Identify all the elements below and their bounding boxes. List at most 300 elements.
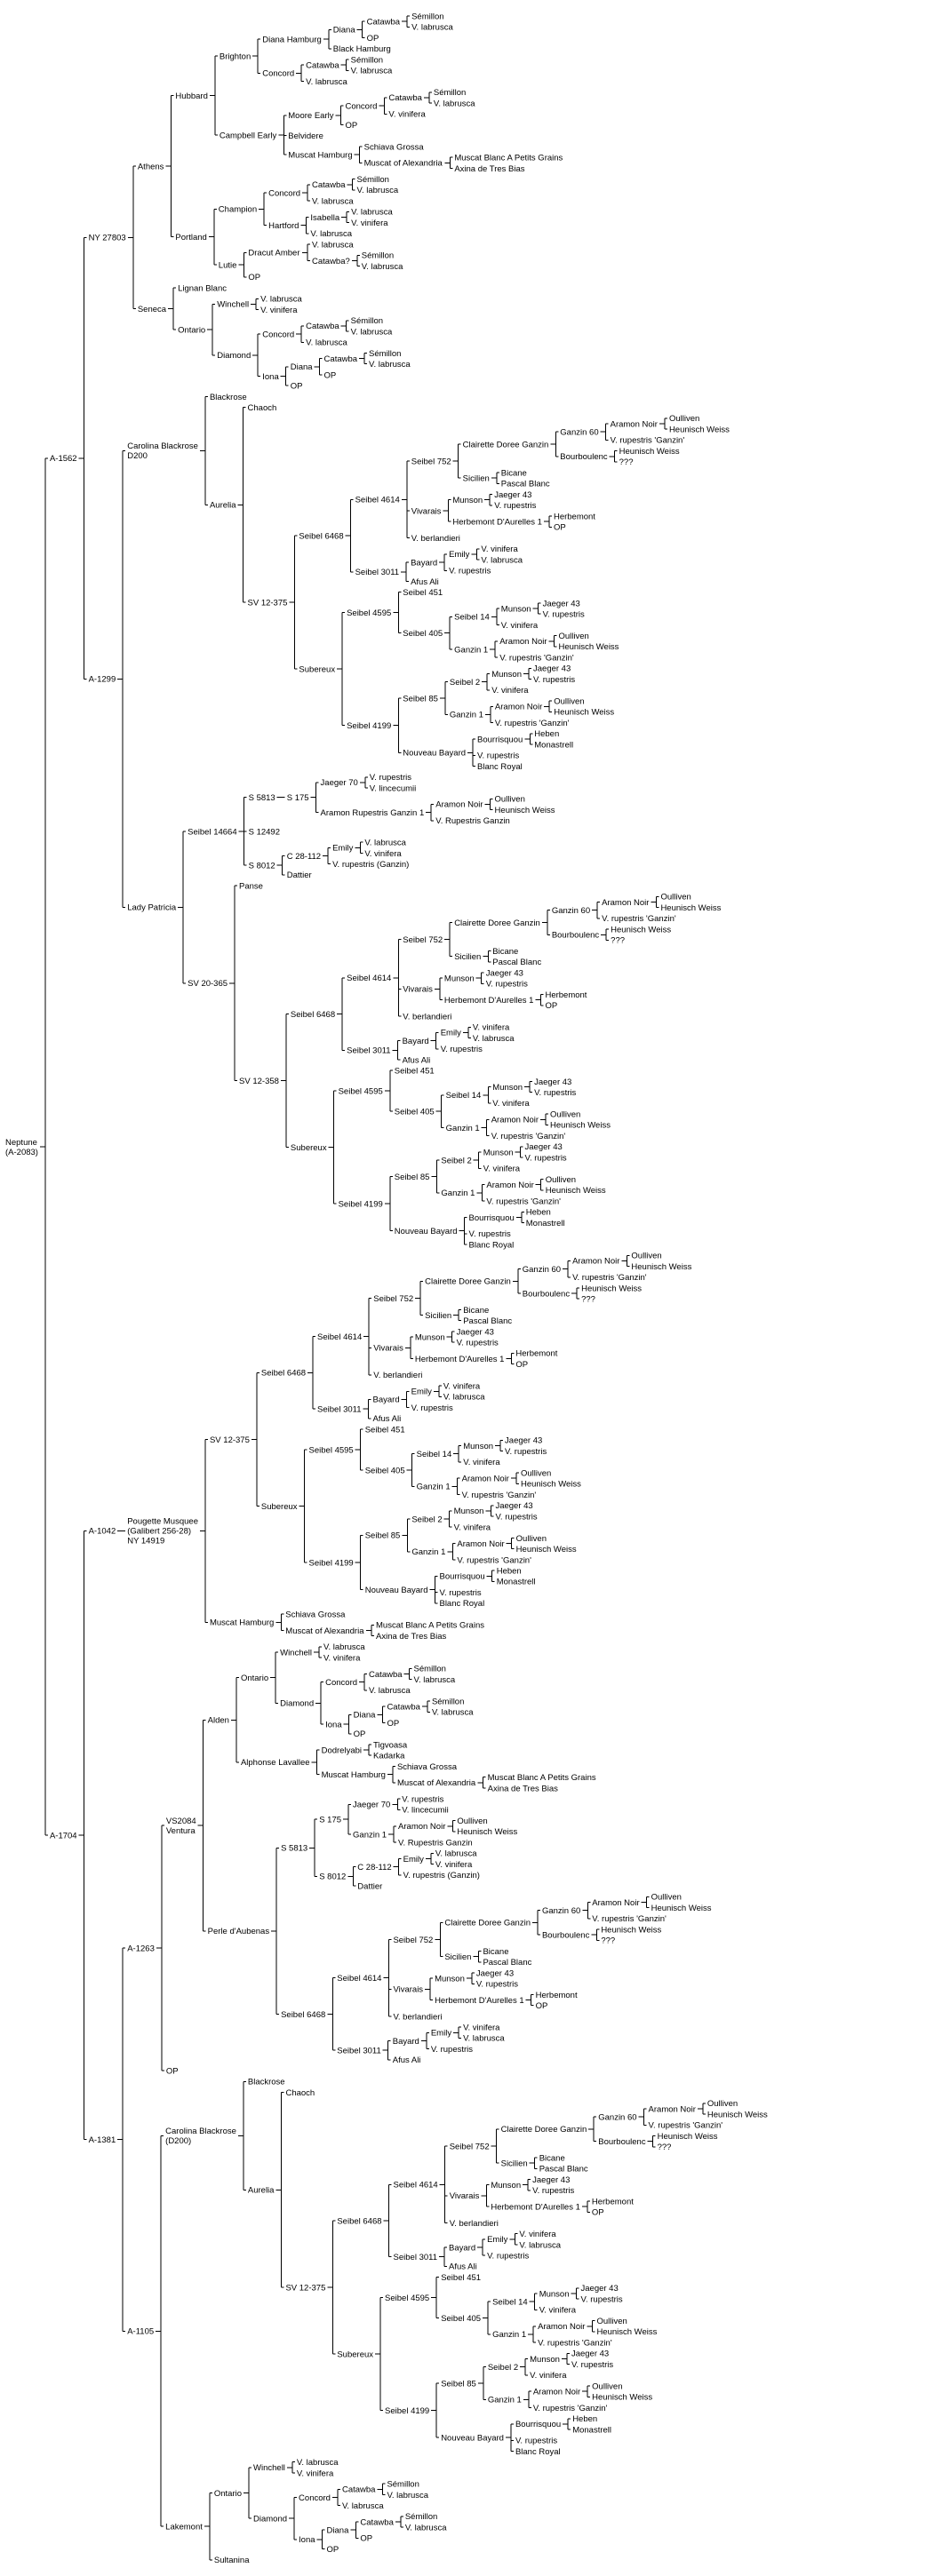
node-v-labrusca: V. labrusca — [306, 338, 347, 348]
node-v-rupestris: V. rupestris — [532, 2186, 575, 2197]
node-v-rupestris: V. rupestris — [487, 2251, 530, 2262]
node-seibel-4199: Seibel 4199 — [308, 1558, 354, 1569]
node-afus-ali: Afus Ali — [402, 1055, 431, 1066]
node-seibel-752: Seibel 752 — [411, 457, 451, 467]
node-schiava-grossa: Schiava Grossa — [396, 1761, 458, 1772]
node-seibel-752: Seibel 752 — [373, 1293, 414, 1304]
node-perle-d-aubenas: Perle d'Aubenas — [207, 1927, 270, 1937]
node-muscat-hamburg: Muscat Hamburg — [209, 1618, 275, 1628]
node-v-vinifera: V. vinifera — [388, 109, 426, 120]
node-diamond: Diamond — [280, 1698, 315, 1709]
node-seibel-6468: Seibel 6468 — [260, 1368, 307, 1379]
node-winchell: Winchell — [280, 1648, 313, 1658]
node-bayard: Bayard — [411, 558, 438, 568]
node-v-vinifera: V. vinifera — [463, 1458, 500, 1468]
node-emily: Emily — [449, 550, 470, 561]
node-bayard: Bayard — [402, 1036, 429, 1046]
node-v-rupestris: V. rupestris — [542, 609, 585, 620]
node-bourboulenc: Bourboulenc — [560, 452, 608, 463]
node-seibel-405: Seibel 405 — [364, 1466, 405, 1476]
node-blanc-royal: Blanc Royal — [439, 1599, 485, 1610]
node-v-vinifera: V. vinifera — [491, 686, 529, 696]
node-v-rupestris-ganzin: V. rupestris 'Ganzin' — [499, 653, 574, 664]
node-v-labrusca: V. labrusca — [310, 229, 353, 240]
node-seibel-85: Seibel 85 — [394, 1172, 430, 1182]
node-v-berlandieri: V. berlandieri — [393, 2012, 443, 2023]
node-s-millon: Sémillon — [404, 2512, 438, 2523]
node-catawba: Catawba — [341, 2485, 376, 2495]
node-ganzin-1: Ganzin 1 — [449, 710, 483, 720]
node-v-labrusca: V. labrusca — [351, 207, 393, 218]
node-ganzin-1: Ganzin 1 — [353, 1830, 387, 1841]
node-bourboulenc: Bourboulenc — [522, 1289, 571, 1300]
node-s-millon: Sémillon — [413, 1664, 446, 1674]
node-muscat-of-alexandria: Muscat of Alexandria — [285, 1626, 364, 1636]
node-bourrisquou: Bourrisquou — [477, 735, 523, 745]
node-oulliven: Oulliven — [457, 1816, 488, 1826]
node-v-rupestris: V. rupestris — [505, 1446, 547, 1457]
node-sicilien: Sicilien — [444, 1952, 472, 1962]
node-v-labrusca: V. labrusca — [350, 327, 393, 338]
node-v-berlandieri: V. berlandieri — [403, 1012, 452, 1022]
node-op: OP — [360, 2533, 373, 2544]
node-oulliven: Oulliven — [545, 1174, 577, 1185]
node-jaeger-70: Jaeger 70 — [353, 1800, 391, 1810]
node-alphonse-lavallee: Alphonse Lavallee — [240, 1758, 310, 1769]
node-aramon-noir: Aramon Noir — [435, 799, 483, 810]
node-s-5813: S 5813 — [248, 793, 275, 804]
node-: ??? — [611, 935, 626, 946]
node-s-millon: Sémillon — [431, 1697, 465, 1707]
node-heunisch-weiss: Heunisch Weiss — [619, 446, 680, 457]
node-v-labrusca: V. labrusca — [404, 2523, 447, 2533]
node-v-labrusca: V. labrusca — [323, 1642, 365, 1653]
node-nouveau-bayard: Nouveau Bayard — [403, 748, 467, 759]
node-seibel-6468: Seibel 6468 — [299, 531, 344, 542]
node-catawba: Catawba — [366, 17, 401, 28]
node-munson: Munson — [452, 496, 483, 506]
node-muscat-hamburg: Muscat Hamburg — [288, 150, 353, 161]
node-v-rupestris: V. rupestris — [571, 2359, 614, 2370]
node-seibel-4199: Seibel 4199 — [385, 2405, 430, 2416]
node-portland: Portland — [175, 233, 207, 243]
node-muscat-blanc-a-petits-grains: Muscat Blanc A Petits Grains — [376, 1620, 485, 1631]
node-seibel-6468: Seibel 6468 — [290, 1009, 336, 1020]
node-v-vinifera: V. vinifera — [463, 2023, 500, 2033]
node-oulliven: Oulliven — [668, 414, 700, 425]
node-heben: Heben — [572, 2414, 598, 2425]
node-munson: Munson — [463, 1441, 494, 1451]
node-champion: Champion — [218, 204, 258, 215]
node-munson: Munson — [414, 1332, 445, 1343]
node-heunisch-weiss: Heunisch Weiss — [457, 1827, 518, 1838]
node-munson: Munson — [435, 1974, 465, 1984]
node-munson: Munson — [453, 1507, 484, 1517]
node-sv-12-375: SV 12-375 — [209, 1435, 250, 1445]
node-v-labrusca: V. labrusca — [369, 1686, 411, 1697]
node-sv-20-365: SV 20-365 — [188, 979, 228, 990]
node-heunisch-weiss: Heunisch Weiss — [494, 805, 555, 815]
node-seibel-4614: Seibel 4614 — [347, 974, 392, 984]
node-catawba: Catawba — [388, 93, 422, 104]
node-blanc-royal: Blanc Royal — [477, 761, 523, 772]
node-v-vinifera: V. vinifera — [481, 545, 518, 555]
node-sv-12-375: SV 12-375 — [285, 2283, 326, 2294]
node-nouveau-bayard: Nouveau Bayard — [364, 1585, 428, 1595]
node-munson: Munson — [491, 2180, 522, 2190]
node-heunisch-weiss: Heunisch Weiss — [554, 707, 615, 718]
node-v-labrusca: V. labrusca — [361, 261, 403, 272]
node-seibel-85: Seibel 85 — [403, 694, 438, 704]
node-v-vinifera: V. vinifera — [260, 305, 298, 315]
node-heunisch-weiss: Heunisch Weiss — [631, 1261, 692, 1272]
node-heunisch-weiss: Heunisch Weiss — [596, 2327, 658, 2338]
node-lakemont: Lakemont — [165, 2522, 203, 2532]
node-jaeger-43: Jaeger 43 — [485, 968, 523, 979]
node-munson: Munson — [539, 2289, 570, 2300]
node-clairette-doree-ganzin: Clairette Doree Ganzin — [500, 2125, 587, 2135]
node-emily: Emily — [403, 1854, 424, 1864]
node-v-rupestris: V. rupestris — [485, 979, 528, 990]
node-blanc-royal: Blanc Royal — [515, 2446, 561, 2457]
node-aramon-noir: Aramon Noir — [538, 2322, 586, 2333]
node-bicane: Bicane — [500, 468, 527, 479]
node-hartford: Hartford — [268, 221, 299, 232]
node-v-labrusca: V. labrusca — [443, 1392, 485, 1403]
node-v-rupestris: V. rupestris — [439, 1587, 482, 1598]
node-s-5813: S 5813 — [281, 1843, 308, 1854]
node-catawba: Catawba — [306, 322, 339, 332]
node-diamond: Diamond — [217, 351, 251, 362]
node-s-millon: Sémillon — [411, 12, 444, 22]
node-oulliven: Oulliven — [494, 794, 525, 805]
node-lignan-blanc: Lignan Blanc — [178, 283, 228, 294]
node-v-rupestris: V. rupestris — [456, 1338, 499, 1348]
node-op: OP — [248, 273, 261, 283]
node-aurelia: Aurelia — [209, 500, 236, 511]
node-seibel-85: Seibel 85 — [441, 2379, 476, 2389]
node-diamond: Diamond — [253, 2514, 288, 2524]
node-v-vinifera: V. vinifera — [296, 2469, 334, 2479]
node-seibel-4595: Seibel 4595 — [308, 1445, 354, 1456]
node-emily: Emily — [487, 2235, 508, 2246]
node-pascal-blanc: Pascal Blanc — [483, 1958, 532, 1968]
node-v-rupestris-ganzin: V. Rupestris Ganzin — [398, 1838, 473, 1849]
node-oulliven: Oulliven — [550, 1109, 581, 1120]
node-sicilien: Sicilien — [454, 952, 482, 963]
node-catawba: Catawba? — [312, 256, 350, 266]
node-concord: Concord — [325, 1677, 358, 1688]
node-v-rupestris: V. rupestris — [402, 1794, 444, 1805]
node-jaeger-43: Jaeger 43 — [505, 1435, 543, 1446]
node-ganzin-60: Ganzin 60 — [551, 906, 591, 917]
node-monastrell: Monastrell — [496, 1577, 536, 1587]
node-kadarka: Kadarka — [373, 1751, 405, 1761]
node-seibel-4595: Seibel 4595 — [347, 608, 392, 618]
node-v-labrusca: V. labrusca — [312, 196, 354, 207]
node-subereux: Subereux — [290, 1142, 327, 1153]
node-op: OP — [353, 1729, 366, 1740]
node-v-rupestris: V. rupestris — [477, 751, 520, 761]
node-v-berlandieri: V. berlandieri — [411, 533, 460, 544]
node-v-rupestris-ganzin: V. rupestris (Ganzin) — [403, 1871, 480, 1881]
node-v-vinifera: V. vinifera — [435, 1859, 473, 1870]
node-heunisch-weiss: Heunisch Weiss — [660, 902, 722, 913]
node-aramon-noir: Aramon Noir — [461, 1474, 509, 1484]
node-pascal-blanc: Pascal Blanc — [463, 1316, 513, 1327]
node-seibel-4595: Seibel 4595 — [385, 2293, 430, 2303]
node-c-28-112: C 28-112 — [357, 1862, 392, 1872]
node-seibel-451: Seibel 451 — [403, 588, 443, 599]
node-v-labrusca: V. labrusca — [435, 1849, 477, 1859]
node-heben: Heben — [525, 1207, 551, 1218]
node-bourrisquou: Bourrisquou — [439, 1571, 485, 1582]
node-ontario: Ontario — [178, 325, 206, 336]
node-v-rupestris: V. rupestris — [369, 773, 411, 783]
node-s-millon: Sémillon — [350, 316, 384, 327]
node-v-vinifera: V. vinifera — [530, 2371, 567, 2381]
node-v-vinifera: V. vinifera — [453, 1523, 491, 1533]
node-v-rupestris-ganzin: V. rupestris 'Ganzin' — [532, 2403, 608, 2413]
node-clairette-doree-ganzin: Clairette Doree Ganzin — [444, 1918, 531, 1928]
node-chaoch: Chaoch — [247, 402, 277, 413]
node-ganzin-1: Ganzin 1 — [441, 1189, 475, 1199]
node-s-8012: S 8012 — [319, 1872, 347, 1882]
node-seibel-4199: Seibel 4199 — [338, 1199, 383, 1210]
node-heben: Heben — [534, 729, 560, 740]
node-oulliven: Oulliven — [554, 696, 585, 707]
node-herbemont: Herbemont — [545, 990, 587, 1000]
node-hubbard: Hubbard — [175, 91, 208, 101]
node-ganzin-60: Ganzin 60 — [522, 1264, 562, 1275]
node-: ??? — [619, 457, 634, 468]
node-isabella: Isabella — [310, 212, 340, 223]
node-nouveau-bayard: Nouveau Bayard — [441, 2433, 504, 2444]
node-v-rupestris: V. rupestris — [475, 1979, 519, 1990]
node-v-labrusca: V. labrusca — [350, 66, 393, 76]
node-seibel-405: Seibel 405 — [441, 2313, 482, 2324]
node-seibel-4595: Seibel 4595 — [338, 1086, 383, 1097]
node-seibel-4614: Seibel 4614 — [317, 1332, 363, 1342]
node-v-rupestris-ganzin: V. rupestris (Ganzin) — [332, 860, 410, 871]
node-bayard: Bayard — [392, 2036, 419, 2047]
node-munson: Munson — [500, 604, 531, 615]
node-v-rupestris-ganzin: V. rupestris 'Ganzin' — [610, 435, 685, 446]
node-heunisch-weiss: Heunisch Weiss — [558, 642, 619, 653]
node-v-labrusca: V. labrusca — [472, 1033, 515, 1044]
node-op: OP — [366, 33, 379, 44]
node-catawba: Catawba — [369, 1669, 403, 1680]
node-catawba: Catawba — [360, 2517, 394, 2528]
node-v-labrusca: V. labrusca — [433, 99, 475, 109]
node-seibel-6468: Seibel 6468 — [281, 2009, 326, 2020]
node-aramon-noir: Aramon Noir — [648, 2104, 696, 2115]
node-aramon-noir: Aramon Noir — [610, 419, 658, 430]
node-ontario: Ontario — [213, 2488, 243, 2499]
node-emily: Emily — [430, 2028, 452, 2039]
node-heunisch-weiss: Heunisch Weiss — [515, 1545, 577, 1555]
node-afus-ali: Afus Ali — [411, 576, 439, 587]
node-bicane: Bicane — [483, 1946, 509, 1957]
node-pascal-blanc: Pascal Blanc — [539, 2164, 588, 2174]
node-v-labrusca: V. labrusca — [411, 22, 453, 33]
node-seibel-14664: Seibel 14664 — [188, 827, 237, 838]
node-op: OP — [553, 522, 566, 533]
node-bicane: Bicane — [492, 946, 519, 957]
node-vivarais: Vivarais — [393, 1984, 424, 1995]
node-v-rupestris: V. rupestris — [580, 2294, 623, 2305]
node-v-rupestris-ganzin: V. rupestris 'Ganzin' — [486, 1197, 561, 1207]
node-seibel-3011: Seibel 3011 — [317, 1404, 362, 1415]
node-muscat-blanc-a-petits-grains: Muscat Blanc A Petits Grains — [454, 153, 563, 163]
node-seibel-4614: Seibel 4614 — [337, 1974, 382, 1984]
node-op: OP — [323, 370, 337, 381]
node-alden: Alden — [207, 1715, 229, 1726]
node-v-vinifera: V. vinifera — [539, 2305, 577, 2316]
node-v-vinifera: V. vinifera — [323, 1653, 361, 1664]
node-pougette-musquee: Pougette Musquee (Galibert 256-28) NY 14919 — [127, 1516, 198, 1546]
node-blackrose: Blackrose — [247, 2077, 285, 2087]
node-aramon-noir: Aramon Noir — [602, 897, 650, 908]
node-sicilien: Sicilien — [425, 1310, 452, 1321]
node-v-labrusca: V. labrusca — [312, 240, 354, 250]
node-seneca: Seneca — [137, 304, 167, 314]
node-: ??? — [581, 1294, 595, 1305]
node-neptune: Neptune (A-2083) — [5, 1137, 38, 1157]
node-seibel-2: Seibel 2 — [449, 678, 481, 688]
node-diana: Diana — [326, 2525, 349, 2536]
node-oulliven: Oulliven — [651, 1892, 682, 1903]
node-s-millon: Sémillon — [350, 55, 384, 66]
node-munson: Munson — [443, 974, 475, 984]
node-oulliven: Oulliven — [706, 2099, 738, 2110]
node-lutie: Lutie — [218, 260, 237, 271]
node-seibel-752: Seibel 752 — [449, 2142, 490, 2152]
node-heunisch-weiss: Heunisch Weiss — [520, 1479, 581, 1490]
node-seibel-14: Seibel 14 — [492, 2297, 528, 2308]
node-v-lincecumii: V. lincecumii — [402, 1805, 449, 1816]
node-axina-de-tres-bias: Axina de Tres Bias — [487, 1784, 558, 1794]
node-herbemont-d-aurelles-1: Herbemont D'Aurelles 1 — [491, 2202, 580, 2213]
node-tigvoasa: Tigvoasa — [373, 1740, 408, 1751]
node-s-millon: Sémillon — [356, 174, 389, 185]
node-a-1042: A-1042 — [88, 1526, 116, 1537]
node-v-labrusca: V. labrusca — [519, 2240, 561, 2251]
node-seibel-3011: Seibel 3011 — [355, 568, 400, 578]
node-v-rupestris: V. rupestris — [468, 1229, 511, 1240]
node-blackrose: Blackrose — [209, 392, 247, 402]
node-seibel-451: Seibel 451 — [364, 1425, 405, 1435]
node-concord: Concord — [262, 330, 295, 340]
node-v-rupestris: V. rupestris — [495, 1512, 538, 1523]
node-bayard: Bayard — [372, 1395, 400, 1405]
node-sultanina: Sultanina — [213, 2556, 250, 2566]
node-ny-27803: NY 27803 — [88, 233, 126, 243]
node-oulliven: Oulliven — [660, 892, 691, 902]
node-concord: Concord — [345, 101, 378, 112]
node-seibel-752: Seibel 752 — [393, 1935, 434, 1945]
node-v-berlandieri: V. berlandieri — [449, 2218, 499, 2229]
node-diana: Diana — [353, 1710, 376, 1721]
node-oulliven: Oulliven — [631, 1251, 662, 1261]
node-v-labrusca: V. labrusca — [356, 186, 399, 196]
node-oulliven: Oulliven — [515, 1533, 547, 1544]
node-v-labrusca: V. labrusca — [481, 555, 523, 566]
node-s-8012: S 8012 — [248, 861, 275, 871]
node-op: OP — [591, 2207, 604, 2218]
node-a-1381: A-1381 — [88, 2135, 116, 2146]
node-v-rupestris: V. rupestris — [430, 2044, 474, 2055]
node-v-rupestris: V. rupestris — [494, 501, 537, 512]
node-bourrisquou: Bourrisquou — [515, 2420, 562, 2430]
node-sicilien: Sicilien — [500, 2159, 528, 2169]
node-seibel-6468: Seibel 6468 — [337, 2216, 382, 2227]
node-muscat-blanc-a-petits-grains: Muscat Blanc A Petits Grains — [487, 1773, 596, 1784]
node-munson: Munson — [491, 669, 523, 680]
node-blanc-royal: Blanc Royal — [468, 1240, 515, 1251]
node-s-millon: Sémillon — [369, 348, 402, 359]
node-seibel-3011: Seibel 3011 — [337, 2046, 381, 2056]
node-aramon-noir: Aramon Noir — [486, 1181, 534, 1191]
node-iona: Iona — [325, 1720, 342, 1730]
node-diana: Diana — [332, 25, 355, 36]
node-s-175: S 175 — [286, 793, 309, 804]
node-afus-ali: Afus Ali — [449, 2262, 477, 2272]
node-aramon-noir: Aramon Noir — [532, 2387, 581, 2397]
node-bourboulenc: Bourboulenc — [541, 1930, 590, 1941]
node-v-rupestris-ganzin: V. rupestris 'Ganzin' — [648, 2120, 723, 2131]
node-brighton: Brighton — [219, 52, 251, 62]
node-aramon-noir: Aramon Noir — [494, 702, 543, 712]
node-vivarais: Vivarais — [449, 2191, 480, 2202]
node-concord: Concord — [299, 2493, 331, 2503]
node-v-rupestris-ganzin: V. rupestris 'Ganzin' — [494, 718, 570, 728]
node-v-vinifera: V. vinifera — [472, 1022, 510, 1033]
node-ganzin-1: Ganzin 1 — [487, 2395, 522, 2405]
node-catawba: Catawba — [323, 354, 358, 364]
node-oulliven: Oulliven — [596, 2316, 627, 2326]
node-v-labrusca: V. labrusca — [369, 360, 411, 370]
node-dracut-amber: Dracut Amber — [248, 248, 300, 258]
node-v-rupestris-ganzin: V. rupestris 'Ganzin' — [572, 1273, 647, 1284]
node-sv-12-358: SV 12-358 — [239, 1076, 279, 1086]
node-emily: Emily — [332, 843, 354, 854]
node-sv-12-375: SV 12-375 — [247, 598, 288, 608]
node-carolina-blackrose: Carolina Blackrose (D200) — [165, 2127, 236, 2147]
node-v-labrusca: V. labrusca — [413, 1674, 456, 1685]
node-muscat-of-alexandria: Muscat of Alexandria — [363, 158, 443, 169]
node-schiava-grossa: Schiava Grossa — [363, 142, 424, 153]
node-v-rupestris-ganzin: V. rupestris 'Ganzin' — [538, 2338, 612, 2349]
node-v-labrusca: V. labrusca — [306, 76, 347, 87]
node-iona: Iona — [262, 371, 279, 382]
node-s-millon: Sémillon — [433, 88, 467, 99]
node-aramon-noir: Aramon Noir — [491, 1115, 539, 1125]
node-catawba: Catawba — [312, 180, 346, 191]
node-heben: Heben — [496, 1566, 522, 1577]
node-ganzin-1: Ganzin 1 — [416, 1482, 451, 1492]
node-diana-hamburg: Diana Hamburg — [262, 35, 322, 45]
node-campbell-early: Campbell Early — [219, 131, 277, 141]
node-s-175: S 175 — [319, 1815, 342, 1825]
node-: ??? — [657, 2143, 672, 2153]
node-jaeger-43: Jaeger 43 — [456, 1327, 494, 1338]
node-aurelia: Aurelia — [247, 2185, 275, 2196]
node-bourboulenc: Bourboulenc — [551, 930, 600, 941]
node-v-labrusca: V. labrusca — [364, 838, 406, 848]
node-jaeger-43: Jaeger 43 — [534, 1077, 572, 1087]
node-bicane: Bicane — [463, 1305, 490, 1316]
